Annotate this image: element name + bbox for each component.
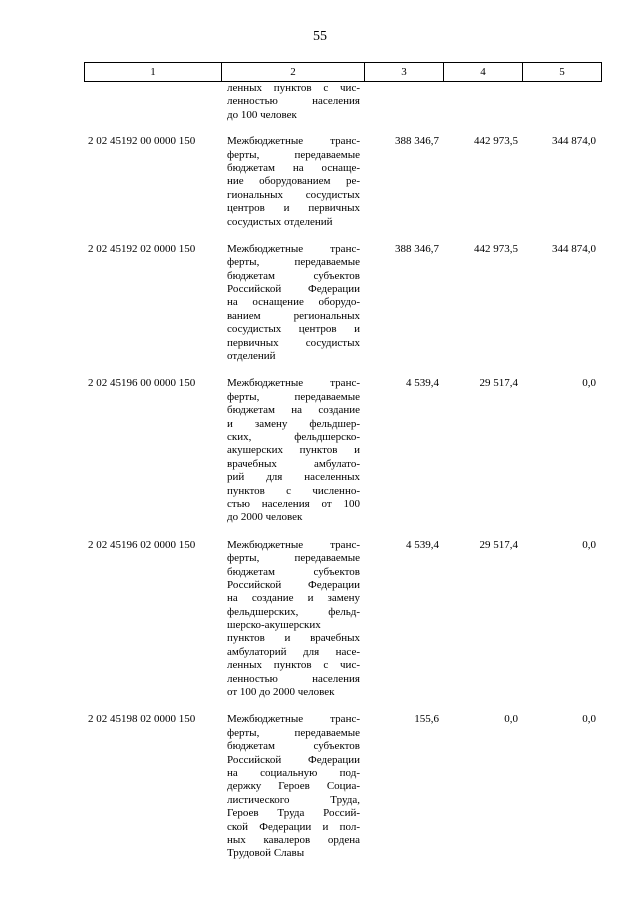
description-line: на социальную под- bbox=[227, 766, 360, 779]
value-col-5: 0,0 bbox=[582, 377, 596, 390]
description-line: бюджетам субъектов bbox=[227, 565, 360, 578]
page-number: 55 bbox=[313, 29, 327, 44]
description-line: ферты, передаваемые bbox=[227, 148, 360, 161]
table-header bbox=[84, 62, 602, 82]
description-line: ленных пунктов с чис- bbox=[227, 659, 360, 672]
continuation-row bbox=[84, 82, 602, 122]
description-line: Межбюджетные транс- bbox=[227, 377, 360, 390]
value-col-3: 155,6 bbox=[414, 713, 439, 726]
description-line: ных кавалеров ордена bbox=[227, 833, 360, 846]
description-line: бюджетам на оснаще- bbox=[227, 161, 360, 174]
description-line: врачебных амбулато- bbox=[227, 457, 360, 470]
description-line: Героев Труда Россий- bbox=[227, 807, 360, 820]
table-row bbox=[84, 135, 602, 229]
description-line: Российской Федерации bbox=[227, 753, 360, 766]
description bbox=[221, 243, 364, 364]
description-line: Российской Федерации bbox=[227, 283, 360, 296]
description-line: стью населения от 100 bbox=[227, 497, 360, 510]
header-col-3: 3 bbox=[365, 63, 444, 81]
value-col-3: 4 539,4 bbox=[406, 538, 439, 551]
value-col-4: 0,0 bbox=[504, 713, 518, 726]
value-col-5: 0,0 bbox=[582, 713, 596, 726]
header-col-4: 4 bbox=[444, 63, 523, 81]
description-line: Трудовой Славы bbox=[227, 847, 305, 860]
description bbox=[221, 539, 364, 700]
description-line: гиональных сосудистых bbox=[227, 188, 360, 201]
description-line: пунктов и врачебных bbox=[227, 632, 360, 645]
header-col-2: 2 bbox=[222, 63, 365, 81]
value-col-4: 442 973,5 bbox=[474, 135, 518, 148]
description-line: ванием региональных bbox=[227, 309, 360, 322]
description-line: ленностью населения bbox=[227, 95, 360, 108]
value-col-5: 344 874,0 bbox=[552, 242, 596, 255]
table-row bbox=[84, 243, 602, 364]
description-line: ние оборудованием ре- bbox=[227, 175, 360, 188]
table-row bbox=[84, 713, 602, 860]
continuation-description bbox=[221, 82, 364, 122]
description-line: Межбюджетные транс- bbox=[227, 242, 360, 255]
budget-code: 2 02 45196 02 0000 150 bbox=[88, 538, 196, 551]
description-line: Межбюджетные транс- bbox=[227, 713, 360, 726]
description bbox=[221, 713, 364, 860]
header-col-5: 5 bbox=[559, 66, 565, 78]
budget-code: 2 02 45196 00 0000 150 bbox=[88, 377, 196, 390]
description-line: сосудистых центров и bbox=[227, 323, 360, 336]
value-col-3: 4 539,4 bbox=[406, 377, 439, 390]
table-row bbox=[84, 377, 602, 524]
value-col-4: 442 973,5 bbox=[474, 242, 518, 255]
value-col-4: 29 517,4 bbox=[479, 377, 518, 390]
description-line: от 100 до 2000 человек bbox=[227, 686, 335, 699]
description-line: центров и первичных bbox=[227, 202, 360, 215]
description-line: акушерских пунктов и bbox=[227, 444, 360, 457]
description-line: ферты, передаваемые bbox=[227, 256, 360, 269]
description-line: бюджетам субъектов bbox=[227, 269, 360, 282]
description-line: держку Героев Социа- bbox=[227, 780, 360, 793]
description-line: на создание и замену bbox=[227, 592, 360, 605]
header-col-1: 1 bbox=[85, 63, 222, 81]
description-line: ленных пунктов с чис- bbox=[227, 82, 360, 94]
description bbox=[221, 377, 364, 524]
description-line: ских, фельдшерско- bbox=[227, 430, 360, 443]
description-line: ферты, передаваемые bbox=[227, 390, 360, 403]
description-line: бюджетам субъектов bbox=[227, 740, 360, 753]
description-line: отделений bbox=[227, 350, 276, 363]
description-line: шерско-акушерских bbox=[227, 619, 321, 632]
description-line: до 100 человек bbox=[227, 108, 297, 121]
description-line: амбулаторий для насе- bbox=[227, 645, 360, 658]
description-line: фельдшерских, фельд- bbox=[227, 605, 360, 618]
value-col-5: 344 874,0 bbox=[552, 135, 596, 148]
value-col-3: 388 346,7 bbox=[395, 135, 439, 148]
value-col-5: 0,0 bbox=[582, 538, 596, 551]
description-line: бюджетам на создание bbox=[227, 404, 360, 417]
description-line: Межбюджетные транс- bbox=[227, 135, 360, 148]
description-line: листического Труда, bbox=[227, 793, 360, 806]
description-line: сосудистых отделений bbox=[227, 215, 333, 228]
description-line: первичных сосудистых bbox=[227, 336, 360, 349]
description-line: ленностью населения bbox=[227, 672, 360, 685]
description-line: ферты, передаваемые bbox=[227, 552, 360, 565]
value-col-4: 29 517,4 bbox=[479, 538, 518, 551]
description-line: пунктов с численно- bbox=[227, 484, 360, 497]
budget-code: 2 02 45192 02 0000 150 bbox=[88, 242, 196, 255]
description-line: и замену фельдшер- bbox=[227, 417, 360, 430]
table-body bbox=[84, 82, 602, 875]
description-line: до 2000 человек bbox=[227, 511, 303, 524]
description bbox=[221, 135, 364, 229]
budget-code: 2 02 45192 00 0000 150 bbox=[88, 135, 196, 148]
table-row bbox=[84, 539, 602, 700]
description-line: ской Федерации и пол- bbox=[227, 820, 360, 833]
budget-code: 2 02 45198 02 0000 150 bbox=[88, 713, 196, 726]
description-line: Межбюджетные транс- bbox=[227, 538, 360, 551]
description-line: ферты, передаваемые bbox=[227, 726, 360, 739]
description-line: рий для населенных bbox=[227, 471, 360, 484]
description-line: на оснащение оборудо- bbox=[227, 296, 360, 309]
value-col-3: 388 346,7 bbox=[395, 242, 439, 255]
description-line: Российской Федерации bbox=[227, 578, 360, 591]
